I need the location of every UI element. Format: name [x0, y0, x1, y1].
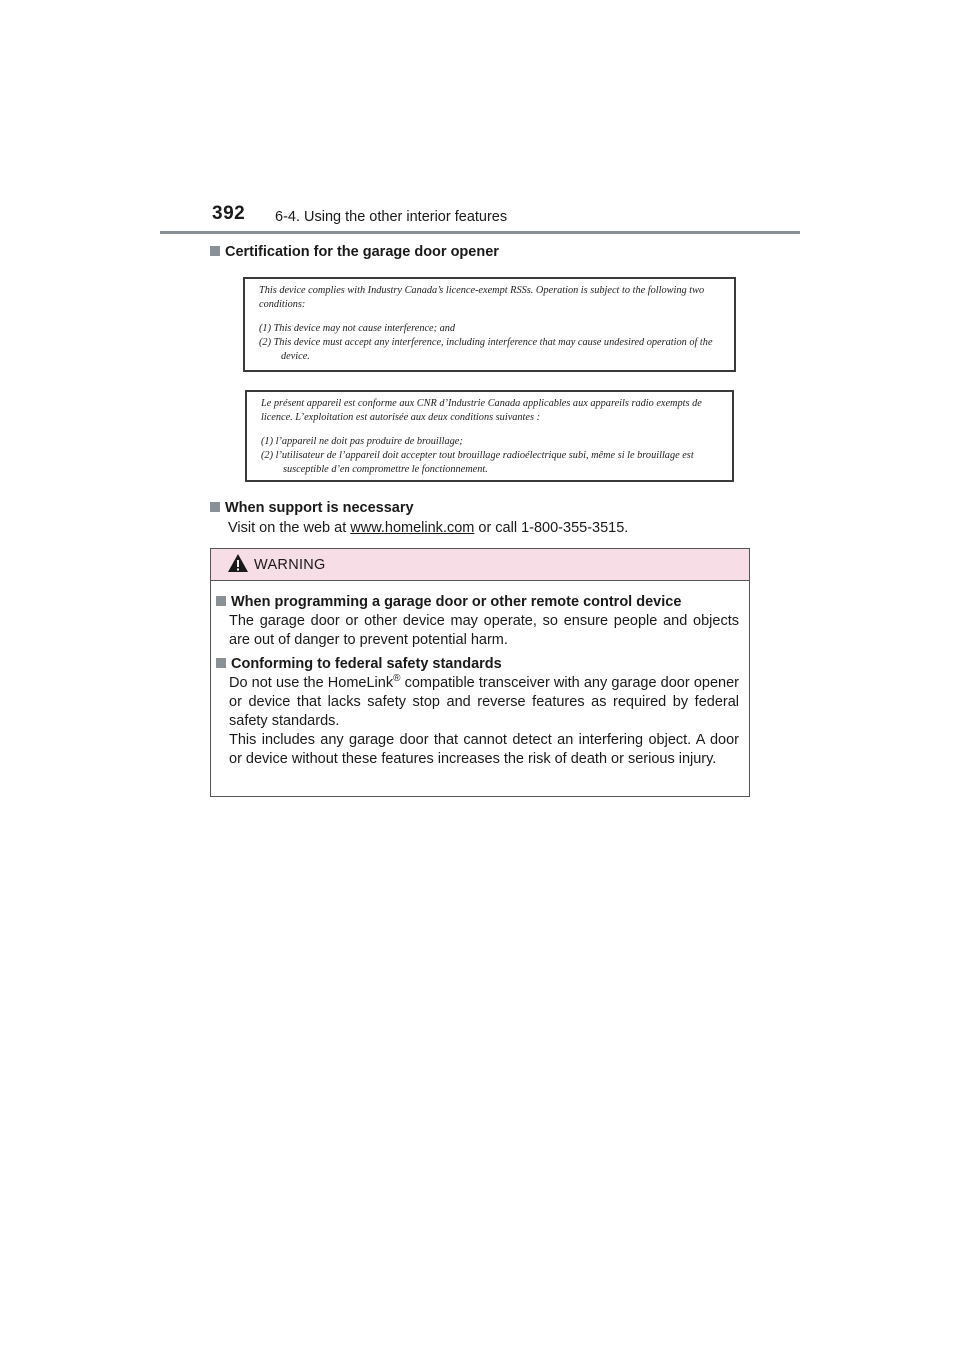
warning-item-text	[216, 674, 739, 731]
header-rule	[160, 231, 800, 234]
support-heading	[210, 500, 414, 516]
certification-heading	[210, 244, 499, 260]
square-bullet-icon	[216, 596, 226, 606]
support-heading-text: When support is necessary	[225, 500, 414, 516]
warning-item-text: This includes any garage door that cannot detect an interfering object. A door or device without these features increases the risk of death or serious injury.	[229, 732, 739, 767]
warning-body	[211, 581, 749, 769]
warning-triangle-icon	[227, 553, 249, 573]
warning-text-part: compatible transceiver with any garage door opener or device that lacks safety stop and reverse features as required by federal safety standards.	[229, 675, 739, 729]
warning-item-heading-text: Conforming to federal safety standards	[231, 656, 502, 672]
warning-label: WARNING	[254, 557, 326, 573]
french-intro: Le présent appareil est conforme aux CNR d’Industrie Canada applicables aux appareils radio exempts de licence. L’exploitation est autorisée aux deux conditions suivantes :	[261, 398, 702, 423]
support-text-after: or call 1-800-355-3515.	[474, 520, 629, 536]
english-condition-1: (1) This device may not cause interference; and	[259, 323, 456, 334]
warning-item	[216, 655, 739, 769]
page-number: 392	[212, 203, 246, 224]
warning-item-heading-text: When programming a garage door or other remote control device	[231, 594, 682, 610]
certification-french-box	[245, 390, 734, 482]
support-text	[228, 520, 628, 536]
section-title: 6-4. Using the other interior features	[275, 209, 508, 225]
warning-text-part: Do not use the HomeLink	[229, 675, 394, 691]
square-bullet-icon	[216, 658, 226, 668]
warning-item-heading	[216, 655, 739, 674]
registered-mark: ®	[393, 673, 401, 685]
french-condition-1: (1) l’appareil ne doit pas produire de brouillage;	[261, 436, 463, 447]
certification-heading-text: Certification for the garage door opener	[225, 244, 499, 260]
square-bullet-icon	[210, 246, 220, 256]
english-condition-2: (2) This device must accept any interference, including interference that may cause undesired operation of the device.	[259, 337, 713, 362]
homelink-link[interactable]: www.homelink.com	[350, 520, 475, 536]
certification-english-box	[243, 277, 736, 372]
french-condition-2: (2) l’utilisateur de l’appareil doit accepter tout brouillage radioélectrique subi, même si le brouillage est susceptible d’en compromettre le fonctionnement.	[261, 450, 694, 475]
english-intro: This device complies with Industry Canada’s licence-exempt RSSs. Operation is subject to the following two conditions:	[259, 285, 705, 310]
support-text-before: Visit on the web at	[228, 520, 351, 536]
warning-box	[210, 548, 750, 797]
warning-header	[211, 549, 749, 581]
warning-item-text: The garage door or other device may operate, so ensure people and objects are out of danger to prevent potential harm.	[229, 613, 739, 648]
square-bullet-icon	[210, 502, 220, 512]
warning-item-heading	[216, 593, 739, 612]
warning-item	[216, 593, 739, 650]
